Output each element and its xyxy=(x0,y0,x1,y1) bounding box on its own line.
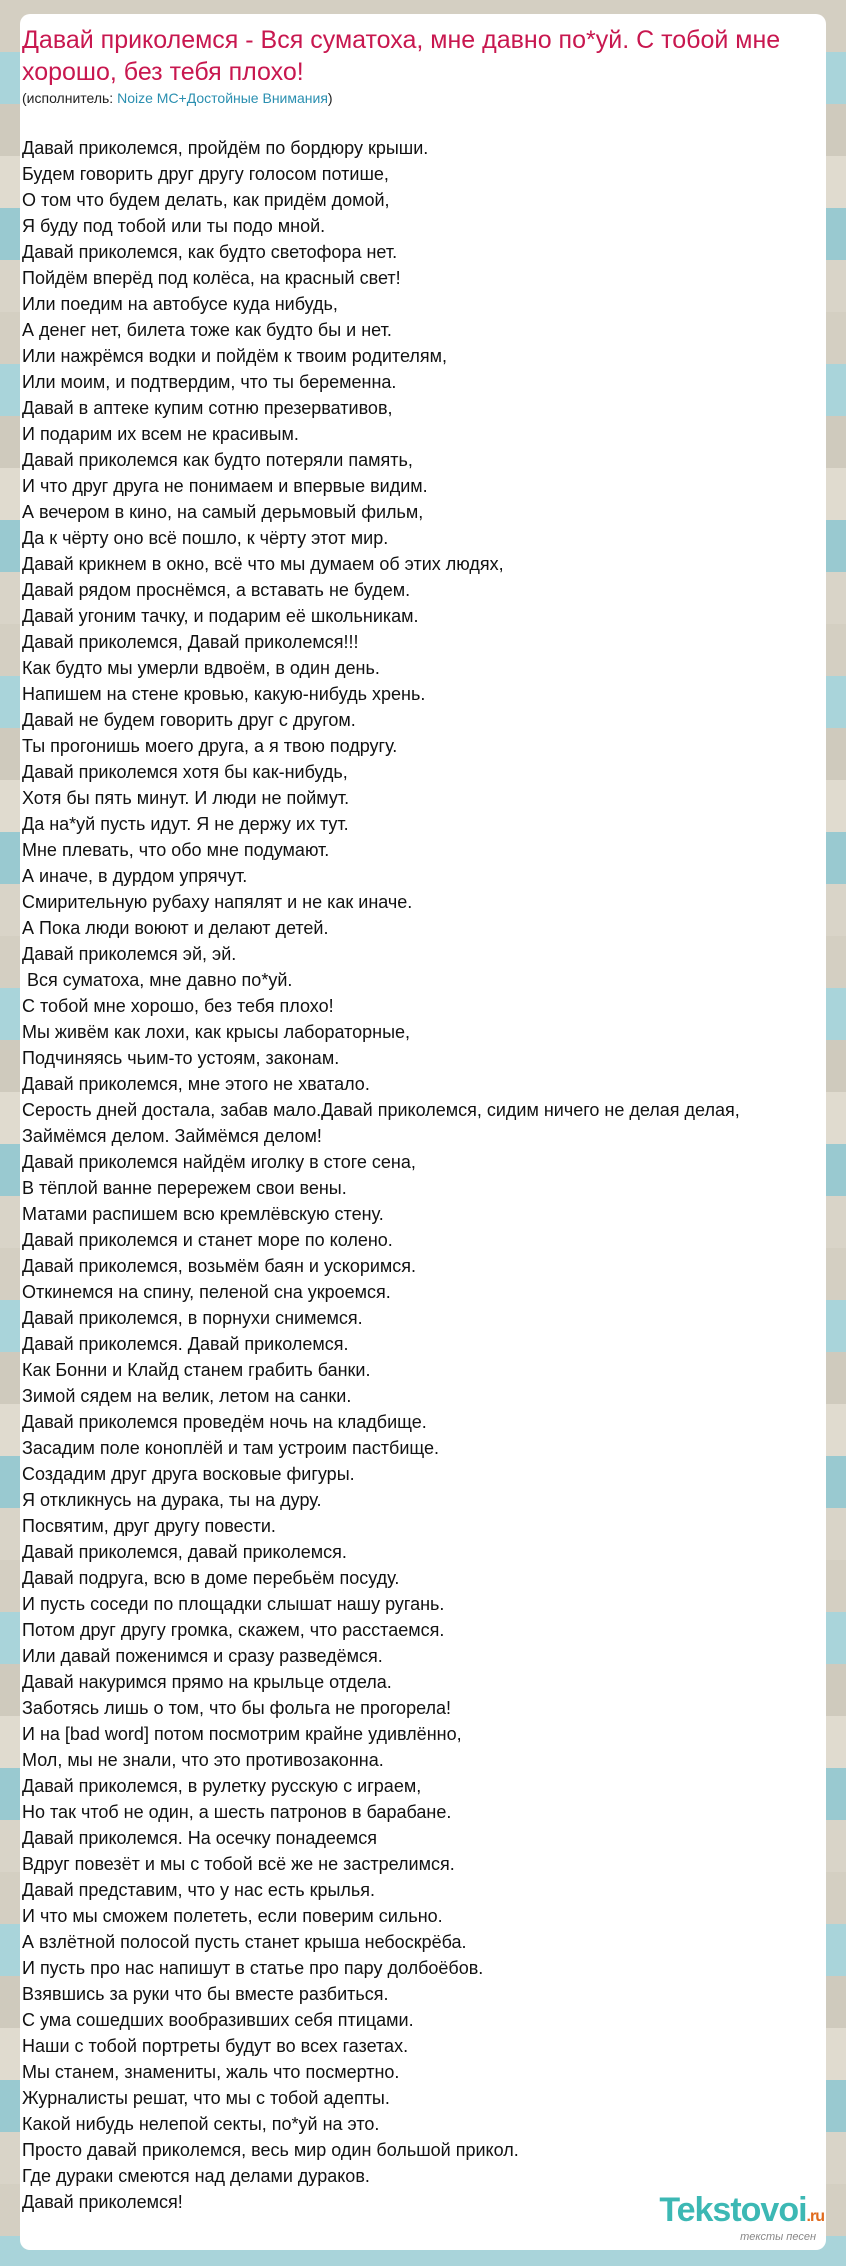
lyric-line: Я откликнусь на дурака, ты на дуру. xyxy=(22,1490,322,1510)
lyric-line: Давай рядом проснёмся, а вставать не будем. xyxy=(22,580,411,600)
lyric-line: С тобой мне хорошо, без тебя плохо! xyxy=(22,996,334,1016)
lyric-line: Заботясь лишь о том, что бы фольга не прогорела! xyxy=(22,1698,452,1718)
lyric-line: Вся суматоха, мне давно по*уй. xyxy=(22,970,293,990)
lyric-line: Но так чтоб не один, а шесть патронов в барабане. xyxy=(22,1802,452,1822)
lyric-line: Подчиняясь чьим-то устоям, законам. xyxy=(22,1048,340,1068)
lyric-line: Давай приколемся! xyxy=(22,2192,183,2212)
logo-name: Tekstovoi xyxy=(659,2191,807,2229)
lyric-line: Давай приколемся, давай приколемся. xyxy=(22,1542,347,1562)
lyric-line: Давай угоним тачку, и подарим её школьникам. xyxy=(22,606,419,626)
lyric-line: А взлётной полосой пусть станет крыша небоскрёба. xyxy=(22,1932,467,1952)
lyric-line: Я буду под тобой или ты подо мной. xyxy=(22,216,326,236)
lyric-line: Давай приколемся как будто потеряли память, xyxy=(22,450,413,470)
lyric-line: Откинемся на спину, пеленой сна укроемся. xyxy=(22,1282,391,1302)
lyric-line: И что мы сможем полететь, если поверим сильно. xyxy=(22,1906,443,1926)
lyric-line: Давай приколемся, пройдём по бордюру крыши. xyxy=(22,138,429,158)
lyric-line: И подарим их всем не красивым. xyxy=(22,424,299,444)
lyric-line: Давай приколемся, возьмём баян и ускоримся. xyxy=(22,1256,417,1276)
performer-link[interactable]: Noize MC+Достойные Внимания xyxy=(117,90,328,106)
lyric-line: Матами распишем всю кремлёвскую стену. xyxy=(22,1204,384,1224)
lyric-line: Какой нибудь нелепой секты, по*уй на это. xyxy=(22,2114,380,2134)
lyric-line: Пойдём вперёд под колёса, на красный свет! xyxy=(22,268,401,288)
lyric-line: Или моим, и подтвердим, что ты беременна. xyxy=(22,372,397,392)
lyric-line: И что друг друга не понимаем и впервые видим. xyxy=(22,476,428,496)
lyric-line: Создадим друг друга восковые фигуры. xyxy=(22,1464,355,1484)
lyric-line: Давай приколемся, Давай приколемся!!! xyxy=(22,632,359,652)
lyric-line: Давай накуримся прямо на крыльце отдела. xyxy=(22,1672,392,1692)
lyric-line: Давай приколемся хотя бы как-нибудь, xyxy=(22,762,348,782)
lyric-line: Давай приколемся. На осечку понадеемся xyxy=(22,1828,378,1848)
lyric-line: А вечером в кино, на самый дерьмовый фильм, xyxy=(22,502,424,522)
performer-prefix: (исполнитель: xyxy=(22,90,118,106)
lyric-line: И на [bad word] потом посмотрим крайне удивлённо, xyxy=(22,1724,462,1744)
lyric-line: Мне плевать, что обо мне подумают. xyxy=(22,840,330,860)
lyric-line: Зимой сядем на велик, летом на санки. xyxy=(22,1386,352,1406)
lyric-line: Хотя бы пять минут. И люди не поймут. xyxy=(22,788,350,808)
lyric-line: Или давай поженимся и сразу разведёмся. xyxy=(22,1646,383,1666)
lyric-line: Давай приколемся найдём иголку в стоге сена, xyxy=(22,1152,416,1172)
lyric-line: С ума сошедших вообразивших себя птицами. xyxy=(22,2010,414,2030)
lyric-line: Мы станем, знамениты, жаль что посмертно. xyxy=(22,2062,400,2082)
lyric-line: Вдруг повезёт и мы с тобой всё же не застрелимся. xyxy=(22,1854,455,1874)
lyric-line: Наши с тобой портреты будут во всех газетах. xyxy=(22,2036,409,2056)
lyrics-text xyxy=(22,135,846,2215)
lyric-line: Да к чёрту оно всё пошло, к чёрту этот мир. xyxy=(22,528,389,548)
lyric-line: Мы живём как лохи, как крысы лабораторные, xyxy=(22,1022,411,1042)
logo-tagline: тексты песен xyxy=(740,2231,816,2243)
lyric-line: Как будто мы умерли вдвоём, в один день. xyxy=(22,658,380,678)
lyric-line: Смирительную рубаху напялят и не как иначе. xyxy=(22,892,413,912)
lyric-line: Мол, мы не знали, что это противозаконна. xyxy=(22,1750,384,1770)
lyric-line: Или нажрёмся водки и пойдём к твоим родителям, xyxy=(22,346,447,366)
lyric-line: Посвятим, друг другу повести. xyxy=(22,1516,276,1536)
lyric-line: Будем говорить друг другу голосом потише, xyxy=(22,164,389,184)
lyric-line: А Пока люди воюют и делают детей. xyxy=(22,918,329,938)
lyric-line: Да на*уй пусть идут. Я не держу их тут. xyxy=(22,814,349,834)
lyric-line: Ты прогонишь моего друга, а я твою подругу. xyxy=(22,736,398,756)
lyric-line: Давай приколемся эй, эй. xyxy=(22,944,237,964)
lyric-line: Журналисты решат, что мы с тобой адепты. xyxy=(22,2088,390,2108)
lyric-line: Просто давай приколемся, весь мир один большой прикол. xyxy=(22,2140,519,2160)
lyric-line: Давай приколемся проведём ночь на кладбище. xyxy=(22,1412,427,1432)
song-title: Давай приколемся - Вся суматоха, мне давно по*уй. С тобой мне хорошо, без тебя плохо! xyxy=(22,26,781,86)
lyric-line: Как Бонни и Клайд станем грабить банки. xyxy=(22,1360,371,1380)
lyric-line: Давай приколемся, в порнухи снимемся. xyxy=(22,1308,363,1328)
lyric-line: Давай приколемся и станет море по колено. xyxy=(22,1230,393,1250)
lyric-line: Давай в аптеке купим сотню презервативов, xyxy=(22,398,393,418)
lyric-line: Взявшись за руки что бы вместе разбиться. xyxy=(22,1984,389,2004)
lyric-line: Давай представим, что у нас есть крылья. xyxy=(22,1880,376,1900)
lyric-line: Напишем на стене кровью, какую-нибудь хрень. xyxy=(22,684,426,704)
performer-line xyxy=(22,89,802,107)
lyric-line: И пусть соседи по площадки слышат нашу ругань. xyxy=(22,1594,445,1614)
lyric-line: Потом друг другу громка, скажем, что расстаемся. xyxy=(22,1620,445,1640)
lyric-line: Давай крикнем в окно, всё что мы думаем об этих людях, xyxy=(22,554,504,574)
lyric-line: Давай приколемся, как будто светофора нет. xyxy=(22,242,398,262)
lyric-line: А денег нет, билета тоже как будто бы и нет. xyxy=(22,320,392,340)
lyric-line: В тёплой ванне перережем свои вены. xyxy=(22,1178,347,1198)
lyric-line: Или поедим на автобусе куда нибудь, xyxy=(22,294,338,314)
lyric-line: Засадим поле коноплёй и там устроим пастбище. xyxy=(22,1438,440,1458)
lyric-line: А иначе, в дурдом упрячут. xyxy=(22,866,248,886)
lyric-line: И пусть про нас напишут в статье про пару долбоёбов. xyxy=(22,1958,484,1978)
lyric-line: Давай не будем говорить друг с другом. xyxy=(22,710,356,730)
lyric-line: Серость дней достала, забав мало.Давай приколемся, сидим ничего не делая делая, xyxy=(22,1100,740,1120)
lyric-line: Давай подруга, всю в доме перебьём посуду. xyxy=(22,1568,400,1588)
performer-suffix: ) xyxy=(327,90,333,106)
lyric-line: Давай приколемся. Давай приколемся. xyxy=(22,1334,349,1354)
logo-tld: .ru xyxy=(806,2208,824,2225)
lyric-line: О том что будем делать, как придём домой, xyxy=(22,190,390,210)
lyric-line: Давай приколемся, в рулетку русскую с играем, xyxy=(22,1776,422,1796)
logo-wordmark xyxy=(614,2192,824,2235)
lyric-line: Где дураки смеются над делами дураков. xyxy=(22,2166,370,2186)
lyric-line: Займёмся делом. Займёмся делом! xyxy=(22,1126,322,1146)
lyric-line: Давай приколемся, мне этого не хватало. xyxy=(22,1074,370,1094)
song-header xyxy=(22,24,802,107)
site-logo[interactable] xyxy=(614,2192,824,2243)
